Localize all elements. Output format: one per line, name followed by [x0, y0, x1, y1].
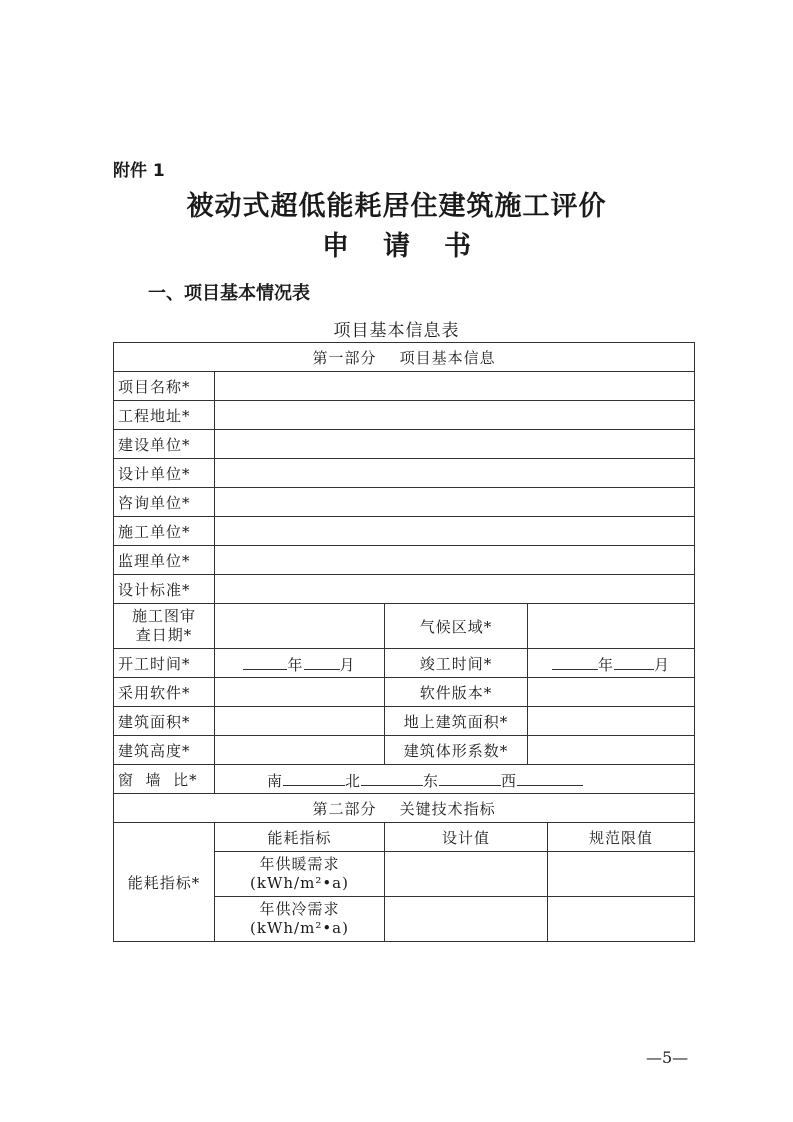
field-designer[interactable]: [215, 459, 695, 488]
label-standard: 设计标准*: [114, 575, 215, 604]
south-label: 南: [267, 771, 284, 790]
part1-header: 第一部分 项目基本信息: [114, 343, 695, 372]
label-software-version: 软件版本*: [385, 678, 528, 707]
row-heating: [215, 852, 385, 897]
label-software: 采用软件*: [114, 678, 215, 707]
field-heating-design[interactable]: [385, 852, 548, 897]
field-standard[interactable]: [215, 575, 695, 604]
attachment-label: 附件 1: [113, 161, 165, 181]
row-cooling: [215, 897, 385, 942]
col-limit-value: 规范限值: [548, 823, 695, 852]
east-label: 东: [423, 771, 440, 790]
label-area: 建筑面积*: [114, 707, 215, 736]
label-energy: 能耗指标*: [114, 823, 215, 942]
page-number: —5—: [646, 1048, 689, 1067]
south-blank[interactable]: [283, 768, 345, 786]
label-climate: 气候区域*: [385, 604, 528, 649]
label-start-time: 开工时间*: [114, 649, 215, 678]
east-blank[interactable]: [439, 768, 501, 786]
north-label: 北: [345, 771, 362, 790]
label-supervisor: 监理单位*: [114, 546, 215, 575]
field-cooling-limit[interactable]: [548, 897, 695, 942]
label-constructor: 施工单位*: [114, 517, 215, 546]
label-address: 工程地址*: [114, 401, 215, 430]
finish-month-blank[interactable]: [614, 652, 654, 670]
col-indicator: 能耗指标: [215, 823, 385, 852]
start-month-label: 月: [339, 655, 356, 674]
label-designer: 设计单位*: [114, 459, 215, 488]
label-shape-coef: 建筑体形系数*: [385, 736, 528, 765]
part2-header: 第二部分 关键技术指标: [114, 794, 695, 823]
field-start-time[interactable]: [215, 649, 385, 678]
field-review-date[interactable]: [215, 604, 385, 649]
review-date-line1: 施工图审: [131, 607, 196, 625]
field-constructor[interactable]: [215, 517, 695, 546]
start-year-blank[interactable]: [243, 652, 287, 670]
label-height: 建筑高度*: [114, 736, 215, 765]
field-builder[interactable]: [215, 430, 695, 459]
field-consultant[interactable]: [215, 488, 695, 517]
table-caption: 项目基本信息表: [333, 321, 460, 341]
finish-month-label: 月: [654, 655, 671, 674]
document-title: 被动式超低能耗居住建筑施工评价: [186, 191, 607, 222]
section-heading: 一、项目基本情况表: [148, 283, 310, 304]
cooling-line2: (kWh/m²•a): [250, 919, 349, 937]
label-project-name: 项目名称*: [114, 372, 215, 401]
west-label: 西: [501, 771, 518, 790]
field-address[interactable]: [215, 401, 695, 430]
field-supervisor[interactable]: [215, 546, 695, 575]
label-review-date: [114, 604, 215, 649]
field-cooling-design[interactable]: [385, 897, 548, 942]
field-heating-limit[interactable]: [548, 852, 695, 897]
label-consultant: 咨询单位*: [114, 488, 215, 517]
field-project-name[interactable]: [215, 372, 695, 401]
north-blank[interactable]: [361, 768, 423, 786]
start-year-label: 年: [287, 655, 304, 674]
start-month-blank[interactable]: [304, 652, 340, 670]
field-climate[interactable]: [528, 604, 695, 649]
document-subtitle: 申请书: [322, 231, 505, 262]
field-finish-time[interactable]: [528, 649, 695, 678]
field-height[interactable]: [215, 736, 385, 765]
field-window-wall[interactable]: [215, 765, 695, 794]
project-info-table: [113, 342, 695, 942]
label-builder: 建设单位*: [114, 430, 215, 459]
review-date-line2: 查日期*: [135, 626, 193, 644]
finish-year-label: 年: [598, 655, 615, 674]
field-area[interactable]: [215, 707, 385, 736]
west-blank[interactable]: [517, 768, 583, 786]
field-software[interactable]: [215, 678, 385, 707]
field-shape-coef[interactable]: [528, 736, 695, 765]
field-software-version[interactable]: [528, 678, 695, 707]
label-window-wall: 窗 墙 比*: [114, 765, 215, 794]
field-above-area[interactable]: [528, 707, 695, 736]
label-finish-time: 竣工时间*: [385, 649, 528, 678]
cooling-line1: 年供冷需求: [259, 900, 340, 918]
label-above-area: 地上建筑面积*: [385, 707, 528, 736]
finish-year-blank[interactable]: [552, 652, 598, 670]
heating-line2: (kWh/m²•a): [250, 874, 349, 892]
col-design-value: 设计值: [385, 823, 548, 852]
heating-line1: 年供暖需求: [259, 855, 340, 873]
